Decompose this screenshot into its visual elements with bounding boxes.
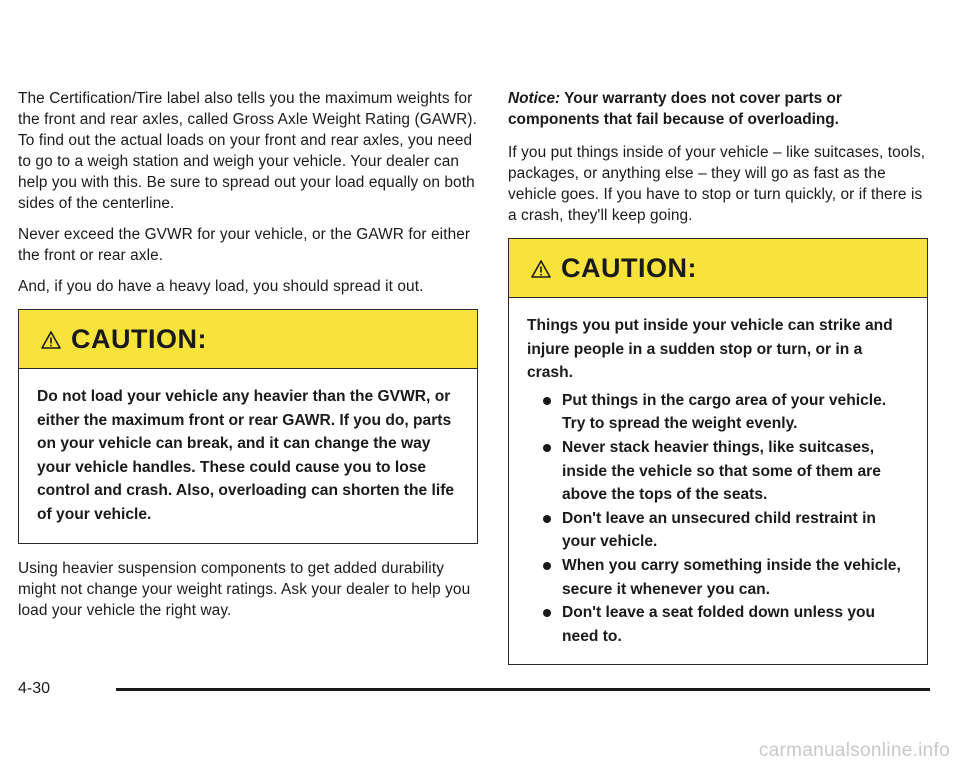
- caution-bullet-item: Put things in the cargo area of your vehicle. Try to spread the weight evenly.: [541, 389, 909, 436]
- caution-bullet-item: Don't leave a seat folded down unless you need to.: [541, 601, 909, 648]
- notice-warranty: [508, 88, 928, 130]
- page-number: 4-30: [18, 680, 51, 697]
- watermark: carmanualsonline.info: [758, 740, 950, 761]
- footer-rule: [116, 688, 930, 691]
- left-column: [18, 88, 478, 631]
- caution-bullet-list: [527, 389, 909, 649]
- caution-box-overload: [18, 309, 478, 544]
- bullet-icon: [543, 397, 551, 405]
- caution-header: [19, 310, 477, 369]
- caution-title: CAUTION:: [561, 252, 697, 283]
- paragraph-loose-items: If you put things inside of your vehicle – like suitcases, tools, packages, or anything else – they will go as fast as the vehicle goes. If you have to stop or turn quickly, or if there is a crash, they'll keep going.: [508, 144, 926, 224]
- bullet-icon: [543, 562, 551, 570]
- caution-title: CAUTION:: [71, 323, 207, 354]
- caution-intro: Things you put inside your vehicle can strike and injure people in a sudden stop or turn, or in a crash.: [527, 317, 893, 382]
- paragraph-axle-weight: The Certification/Tire label also tells you the maximum weights for the front and rear axles, called Gross Axle Weight Rating (GAWR). To find out the actual loads on your front and rear axles, you need to go to a weigh station and weigh your vehicle. Your dealer can help you with this. Be sure to spread out your load equally on both sides of the centerline.: [18, 90, 477, 212]
- caution-body: [19, 369, 477, 543]
- caution-bullet-item: Never stack heavier things, like suitcases, inside the vehicle so that some of them are above the tops of the seats.: [541, 436, 909, 507]
- warning-triangle-icon: [531, 259, 551, 279]
- notice-text: Your warranty does not cover parts or components that fail because of overloading.: [508, 90, 842, 128]
- warning-triangle-icon: [41, 330, 61, 350]
- bullet-icon: [543, 609, 551, 617]
- bullet-icon: [543, 515, 551, 523]
- caution-body: [509, 298, 927, 664]
- paragraph-spread-load: And, if you do have a heavy load, you should spread it out.: [18, 278, 424, 295]
- paragraph-never-exceed: Never exceed the GVWR for your vehicle, or the GAWR for either the front or rear axle.: [18, 226, 471, 264]
- caution-text: Do not load your vehicle any heavier than the GVWR, or either the maximum front or rear GAWR. If you do, parts on your vehicle can break, and it can change the way your vehicle handles. These could cause you to lose control and crash. Also, overloading can shorten the life of your vehicle.: [37, 388, 455, 523]
- caution-bullet-item: When you carry something inside the vehicle, secure it whenever you can.: [541, 554, 909, 601]
- notice-label: Notice:: [508, 90, 561, 107]
- caution-header: [509, 239, 927, 298]
- page-footer: [18, 680, 930, 698]
- right-column: [508, 88, 928, 679]
- bullet-icon: [543, 444, 551, 452]
- paragraph-suspension: Using heavier suspension components to get added durability might not change your weight ratings. Ask your dealer to help you load your vehicle the right way.: [18, 559, 471, 619]
- caution-bullet-item: Don't leave an unsecured child restraint in your vehicle.: [541, 507, 909, 554]
- caution-box-cargo: [508, 238, 928, 665]
